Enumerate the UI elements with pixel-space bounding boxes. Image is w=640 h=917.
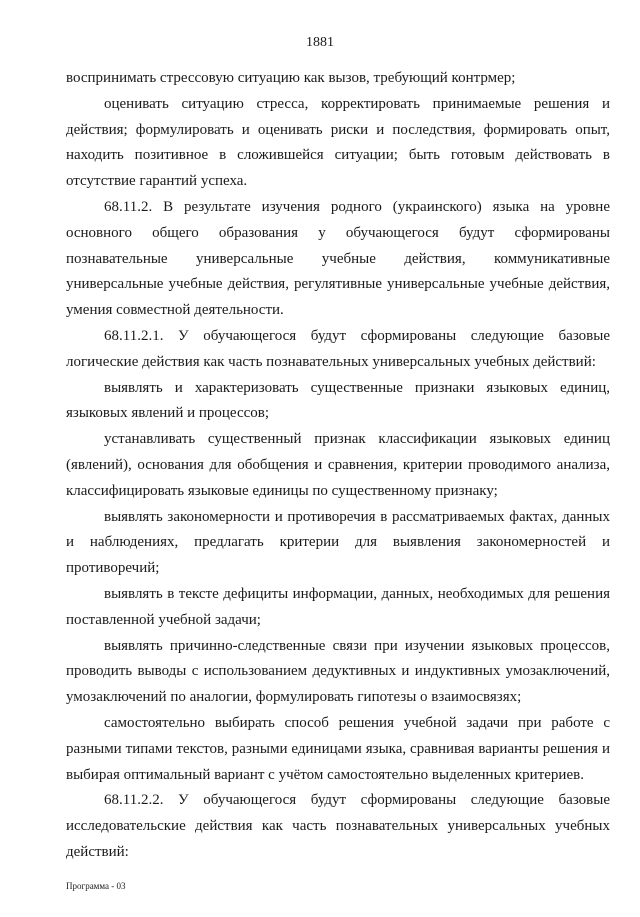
list-paragraph: выявлять и характеризовать существенные признаки языковых единиц, языковых явлений и процессов;	[66, 379, 610, 422]
list-paragraph: выявлять причинно-следственные связи при изучении языковых процессов, проводить выводы с использованием дедуктивных и индуктивных умозаключений, умозаключений по аналогии, формулировать гипотезы о взаимосвязях;	[66, 637, 610, 706]
list-paragraph: устанавливать существенный признак классификации языковых единиц (явлений), основания для обобщения и сравнения, критерии проводимого анализа, классифицировать языковые единицы по существенному признаку;	[66, 431, 610, 499]
list-paragraph: выявлять закономерности и противоречия в рассматриваемых фактах, данных и наблюдениях, предлагать критерии для выявления закономерностей и противоречий;	[66, 508, 610, 577]
section-paragraph-68-11-2-1: 68.11.2.1. У обучающегося будут сформированы следующие базовые логические действия как часть познавательных универсальных учебных действий:	[66, 327, 610, 370]
section-paragraph-68-11-2: 68.11.2. В результате изучения родного (украинского) языка на уровне основного общего образования у обучающегося будут сформированы познавательные универсальные учебные действия, коммуникативные универсальные учебные действия, регулятивные универсальные учебные действия, умения совместной деятельности.	[66, 198, 610, 319]
section-paragraph-68-11-2-2: 68.11.2.2. У обучающегося будут сформированы следующие базовые исследовательские действия как часть познавательных универсальных учебных действий:	[66, 792, 610, 860]
document-body	[66, 66, 610, 866]
paragraph: оценивать ситуацию стресса, корректировать принимаемые решения и действия; формулировать и оценивать риски и последствия, формировать опыт, находить позитивное в сложившейся ситуации; быть готовым действовать в отсутствие гарантий успеха.	[66, 95, 610, 190]
page-footer: Программа - 03	[66, 881, 126, 891]
page-number: 1881	[306, 35, 334, 50]
paragraph-continuation: воспринимать стрессовую ситуацию как вызов, требующий контрмер;	[66, 70, 516, 86]
list-paragraph: выявлять в тексте дефициты информации, данных, необходимых для решения поставленной учебной задачи;	[66, 585, 610, 628]
list-paragraph: самостоятельно выбирать способ решения учебной задачи при работе с разными типами текстов, разными единицами языка, сравнивая варианты решения и выбирая оптимальный вариант с учётом самостоятельно выделенных критериев.	[66, 714, 610, 783]
